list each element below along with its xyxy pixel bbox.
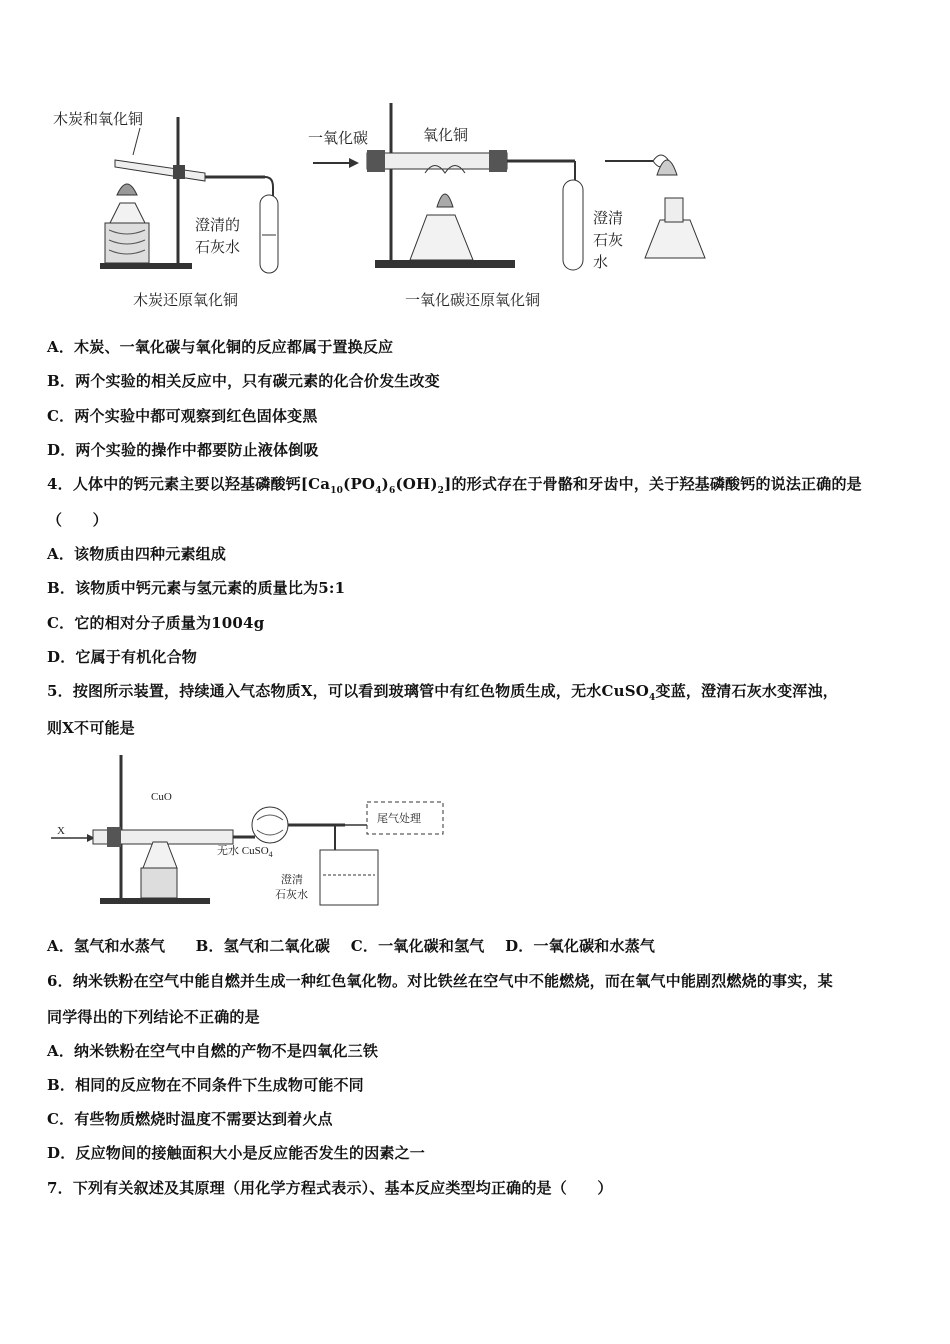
q4-option-c: C．它的相对分子质量为1004g bbox=[47, 614, 265, 632]
fig-label-cuo: CuO bbox=[151, 791, 172, 803]
q6-option-b: B．相同的反应物在不同条件下生成物可能不同 bbox=[47, 1076, 364, 1094]
q6-option-a: A．纳米铁粉在空气中自燃的产物不是四氧化三铁 bbox=[47, 1042, 379, 1060]
q3-option-c: C．两个实验中都可观察到红色固体变黑 bbox=[47, 407, 318, 425]
label-right-lime-3: 水 bbox=[593, 253, 609, 271]
q3-option-b: B．两个实验的相关反应中，只有碳元素的化合价发生改变 bbox=[47, 372, 440, 390]
label-cuo: 氧化铜 bbox=[423, 126, 469, 144]
q6-stem-2: 同学得出的下列结论不正确的是 bbox=[47, 1008, 260, 1026]
q4-option-d: D．它属于有机化合物 bbox=[47, 648, 198, 666]
fig-label-x: X bbox=[57, 825, 65, 837]
label-lime-1: 澄清的 bbox=[195, 216, 241, 234]
fig-label-cuso4: 无水 CuSO$_4$ bbox=[217, 845, 273, 859]
figure-tail-burner bbox=[605, 140, 715, 270]
label-right-lime-1: 澄清 bbox=[593, 209, 624, 227]
q3-option-a: A．木炭、一氧化碳与氧化铜的反应都属于置换反应 bbox=[47, 338, 394, 356]
q7-stem: 7．下列有关叙述及其原理（用化学方程式表示）、基本反应类型均正确的是（ ） bbox=[47, 1179, 613, 1197]
fig-label-lime-2: 石灰水 bbox=[275, 889, 308, 901]
caption-charcoal: 木炭还原氧化铜 bbox=[133, 291, 239, 309]
label-co: 一氧化碳 bbox=[308, 129, 369, 147]
q4-stem: 4．人体中的钙元素主要以羟基磷酸钙$[Ca_{10}(PO_4)_6(OH)_2]$的形式存在于骨骼和牙齿中，关于羟基磷酸钙的说法正确的是 bbox=[47, 475, 862, 496]
label-right-lime-2: 石灰 bbox=[593, 231, 624, 249]
q6-option-d: D．反应物间的接触面积大小是反应能否发生的因素之一 bbox=[47, 1144, 426, 1162]
q3-option-d: D．两个实验的操作中都要防止液体倒吸 bbox=[47, 441, 319, 459]
label-lime-2: 石灰水 bbox=[195, 238, 241, 256]
q6-stem-1: 6．纳米铁粉在空气中能自燃并生成一种红色氧化物。对比铁丝在空气中不能燃烧，而在氧气中能剧烈燃烧的事实，某 bbox=[47, 972, 833, 990]
caption-co: 一氧化碳还原氧化铜 bbox=[405, 291, 541, 309]
q5-stem-2: 则X不可能是 bbox=[47, 719, 135, 737]
q5-options: A．氢气和水蒸气 B．氢气和二氧化碳 C．一氧化碳和氢气 D．一氧化碳和水蒸气 bbox=[47, 937, 656, 955]
q4-option-a: A．该物质由四种元素组成 bbox=[47, 545, 227, 563]
fig-label-lime-1: 澄清 bbox=[281, 874, 303, 886]
q6-option-c: C．有些物质燃烧时温度不需要达到着火点 bbox=[47, 1110, 333, 1128]
q4-option-b: B．该物质中钙元素与氢元素的质量比为5:1 bbox=[47, 579, 346, 597]
q4-paren: （ ） bbox=[47, 511, 108, 529]
figure-reduction-apparatus bbox=[45, 95, 624, 320]
q5-stem: 5．按图所示装置，持续通入气态物质X，可以看到玻璃管中有红色物质生成，无水CuSO$_4$变蓝，澄清石灰水变浑浊， bbox=[47, 682, 838, 703]
fig-label-tail: 尾气处理 bbox=[377, 813, 421, 825]
label-charcoal-cuo: 木炭和氧化铜 bbox=[53, 110, 144, 128]
figure-x-apparatus bbox=[45, 750, 465, 915]
